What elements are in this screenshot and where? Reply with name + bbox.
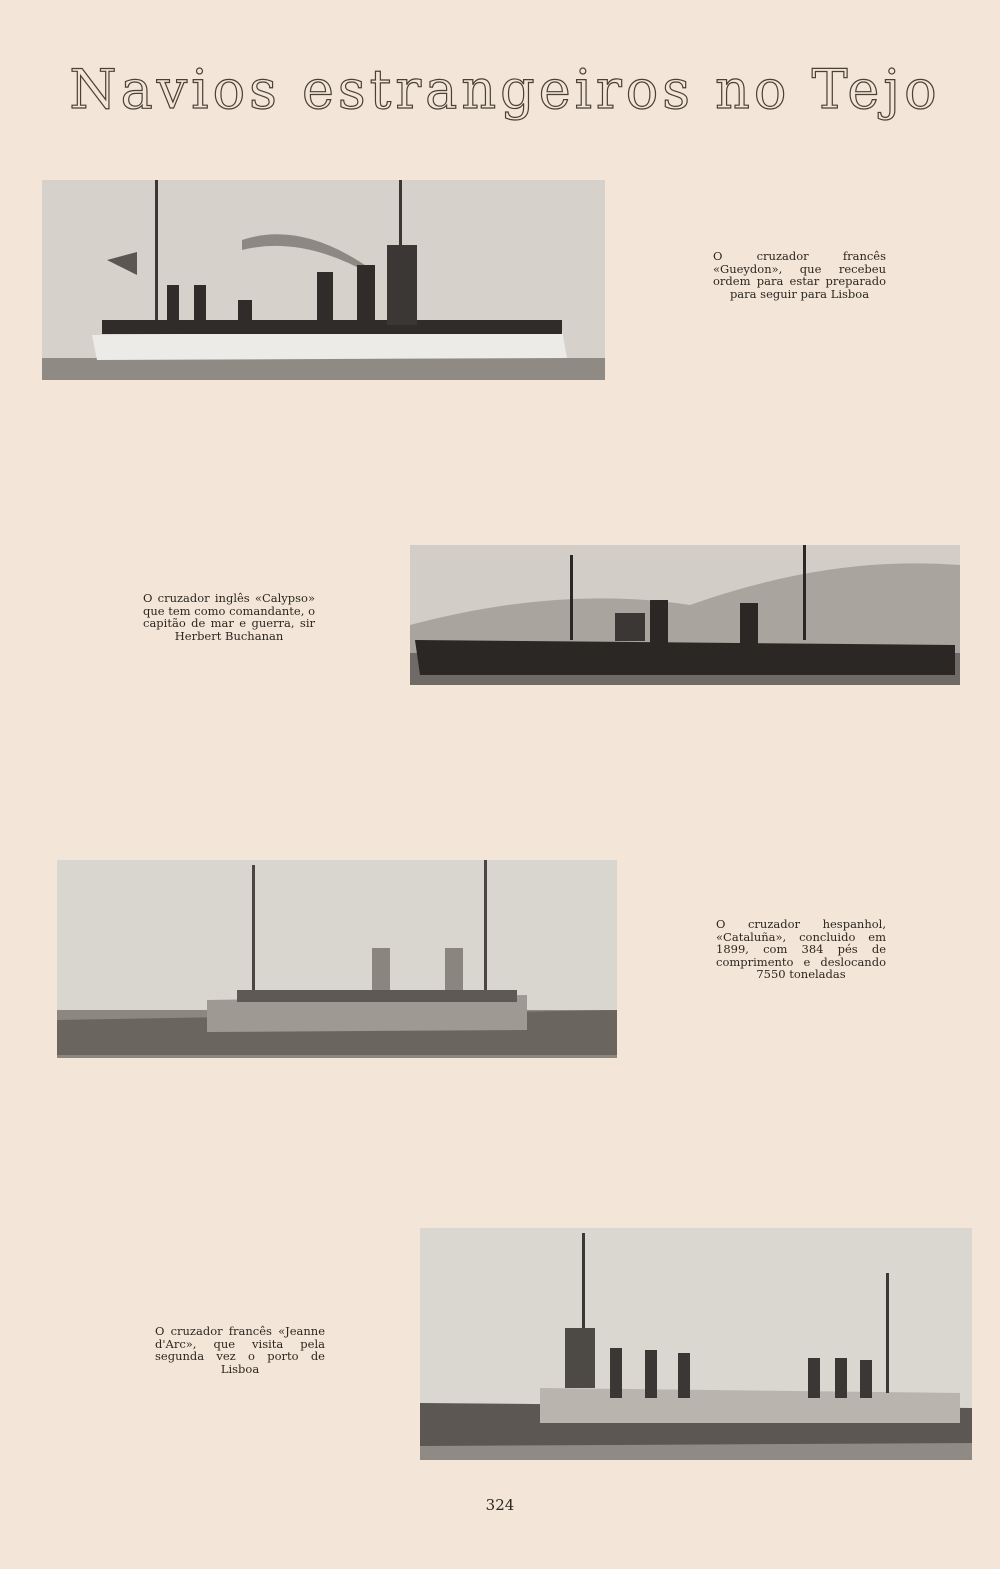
caption-cataluna: O cruzador hespanhol, «Cataluña», concluido em 1899, com 384 pés de comprimento e deslocando 7550 toneladas: [716, 917, 886, 981]
caption-jeanne-darc: O cruzador francês «Jeanne d'Arc», que visita pela segunda vez o porto de Lisboa: [155, 1324, 325, 1376]
ship-jeanne-darc-illustration: [420, 1228, 972, 1460]
ship-gueydon-illustration: [42, 180, 605, 380]
caption-gueydon: O cruzador francês «Gueydon», que recebeu ordem para estar preparado para seguir para Lisboa: [713, 249, 886, 301]
page-number: 324: [485, 1496, 515, 1514]
photo-calypso: [410, 545, 960, 685]
photo-cataluna: [57, 860, 617, 1058]
ship-calypso-illustration: [410, 545, 960, 685]
page-title: Navios estrangeiros no Tejo: [69, 58, 941, 121]
ship-cataluna-illustration: [57, 860, 617, 1058]
photo-gueydon: [42, 180, 605, 380]
photo-jeanne-darc: [420, 1228, 972, 1460]
caption-calypso: O cruzador inglês «Calypso» que tem como comandante, o capitão de mar e guerra, sir Herbert Buchanan: [143, 591, 315, 643]
